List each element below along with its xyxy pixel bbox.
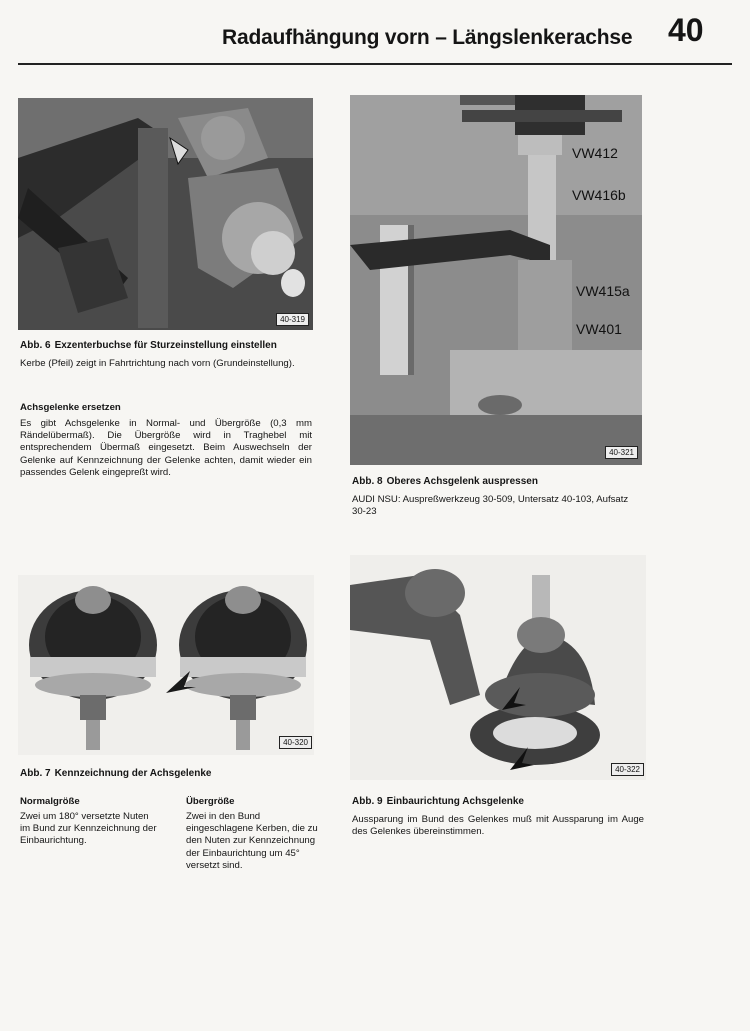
tool-label-vw412: VW412: [572, 145, 618, 161]
oversize-description: Zwei in den Bund eingeschlagene Kerben, die zu den Nuten zur Kennzeichnung der Einbaurichtung um 45° versetzt sind.: [186, 811, 318, 871]
figure-8-caption-number: Abb. 8: [352, 476, 383, 487]
normal-size-description: Zwei um 180° versetzte Nuten im Bund zur Kennzeichnung der Einbaurichtung.: [20, 811, 157, 847]
figure-8-caption: [352, 476, 644, 487]
figure-9-description: Aussparung im Bund des Gelenkes muß mit Aussparung im Auge des Gelenkes übereinstimmen.: [352, 814, 644, 838]
figure-9-caption-number: Abb. 9: [352, 796, 383, 807]
section-heading-achsgelenke: Achsgelenke ersetzen: [20, 402, 121, 413]
tool-label-vw401: VW401: [576, 321, 622, 337]
tool-label-vw415a: VW415a: [576, 283, 630, 299]
page-title: Radaufhängung vorn – Längslenkerachse: [222, 26, 633, 49]
figure-6-photo: [18, 98, 313, 330]
figure-7-photo: [18, 575, 314, 755]
figure-7-caption-text: Kennzeichnung der Achsgelenke: [54, 768, 212, 779]
figure-7-caption-number: Abb. 7: [20, 768, 51, 779]
figure-9-caption-text: Einbaurichtung Achsgelenke: [386, 796, 524, 807]
figure-6-caption-number: Abb. 6: [20, 340, 51, 351]
figure-8-description: AUDI NSU: Ausprеßwerkzeug 30-509, Untersatz 40-103, Aufsatz 30-23: [352, 494, 629, 518]
figure-7-number: 40-320: [279, 736, 312, 749]
figure-8-number: 40-321: [605, 446, 638, 459]
figure-6-caption: [20, 340, 314, 351]
figure-9-photo: [350, 555, 646, 780]
figure-8-caption-text: Oberes Achsgelenk auspressen: [386, 476, 538, 487]
section-body-achsgelenke: Es gibt Achsgelenke in Normal- und Übergröße (0,3 mm Rändelübermaß). Die Übergröße wird in Traghebel mit entsprechendem Übermaß eingesetzt. Beim Auswechseln der Gelenke auf Kennzeichnung der Gelenke achten, damit wieder ein passendes Gelenk eingepreßt wird.: [20, 418, 312, 478]
figure-7-caption: [20, 768, 314, 779]
figure-8-photo: [350, 95, 642, 465]
figure-9-caption: [352, 796, 644, 807]
oversize-heading: Übergröße: [186, 796, 235, 807]
normal-size-heading: Normalgröße: [20, 796, 80, 807]
header-rule: [18, 63, 732, 65]
figure-6-number: 40-319: [276, 313, 309, 326]
figure-9-number: 40-322: [611, 763, 644, 776]
figure-6-description: Kerbe (Pfeil) zeigt in Fahrtrichtung nach vorn (Grundeinstellung).: [20, 358, 295, 369]
tool-label-vw416b: VW416b: [572, 187, 626, 203]
page-number: 40: [668, 12, 704, 48]
figure-6-caption-text: Exzenterbuchse für Sturzeinstellung einstellen: [54, 340, 277, 351]
